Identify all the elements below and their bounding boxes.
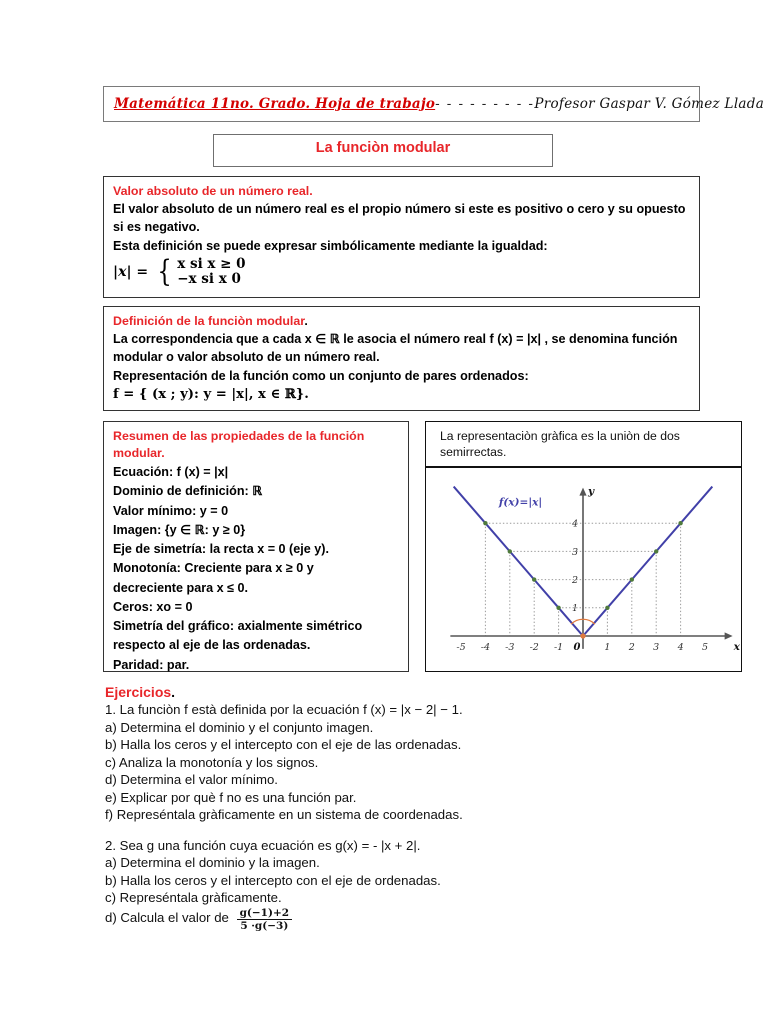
- definition-heading-dot: .: [304, 314, 308, 328]
- definition-heading-text: Definición de la funciòn modular: [113, 314, 305, 328]
- title-box: [213, 134, 553, 167]
- svg-text:1: 1: [604, 642, 611, 653]
- absolute-value-line-1: El valor absoluto de un número real es el propio número si este es positivo o cero y su opuesto: [113, 202, 686, 217]
- svg-text:0: 0: [573, 642, 581, 653]
- svg-text:2: 2: [571, 575, 578, 586]
- svg-text:-4: -4: [480, 642, 491, 653]
- properties-heading-line-2: modular.: [113, 446, 165, 461]
- exercise-2-statement: 2. Sea g una función cuya ecuación es g(x) = - |x + 2|.: [105, 837, 421, 853]
- definition-set-notation: f = { (x ; y): y = |x|, x ∈ ℝ}.: [113, 386, 309, 402]
- absolute-value-heading: Valor absoluto de un número real.: [113, 184, 313, 198]
- exercise-2c: c) Represéntala gràficamente.: [105, 890, 282, 906]
- exercises-heading: [105, 684, 705, 700]
- svg-text:-1: -1: [553, 642, 564, 653]
- property-symmetry-axis: Eje de simetría: la recta x = 0 (eje y).: [113, 542, 329, 557]
- property-image: Imagen: {y ∈ ℝ: y ≥ 0}: [113, 522, 246, 537]
- properties-heading-line-1: Resumen de las propiedades de la función: [113, 429, 365, 443]
- property-zeros: Ceros: xo = 0: [113, 599, 193, 614]
- fraction-numerator: g(−1)+2: [239, 907, 290, 920]
- exercise-2d: [105, 907, 705, 933]
- definition-line-1: La correspondencia que a cada x ∈ ℝ le asocia el número real f (x) = |x| , se denomina función: [113, 332, 678, 347]
- property-minimum-value: Valor mínimo: y = 0: [113, 503, 229, 518]
- subject-title: Matemática 11no. Grado. Hoja de trabajo: [114, 96, 436, 112]
- left-brace-icon: {: [157, 253, 172, 289]
- exercises-section: [105, 684, 705, 933]
- definition-line-3: Representación de la función como un conjunto de pares ordenados:: [113, 368, 529, 383]
- piecewise-case-1: x si x ≥ 0: [177, 255, 246, 272]
- definition-heading: [113, 313, 690, 330]
- header-line: [114, 96, 764, 112]
- svg-text:5: 5: [701, 642, 709, 653]
- exercise-1b: b) Halla los ceros y el intercepto con el eje de las ordenadas.: [105, 737, 462, 753]
- exercise-2a: a) Determina el dominio y la imagen.: [105, 855, 320, 871]
- page-title: La funciòn modular: [315, 140, 451, 156]
- svg-text:-2: -2: [529, 642, 539, 653]
- exercise-1-statement: 1. La funciòn f està definida por la ecuación f (x) = |x − 2| − 1.: [105, 702, 463, 717]
- svg-text:3: 3: [571, 546, 578, 558]
- absolute-value-chart: [426, 468, 740, 670]
- header-dashes: - - - - - - - - -: [435, 96, 535, 112]
- property-parity: Paridad: par.: [113, 657, 190, 672]
- properties-list: [113, 463, 399, 674]
- exercise-2b: b) Halla los ceros y el intercepto con el eje de ordenadas.: [105, 872, 441, 888]
- svg-text:4: 4: [571, 518, 578, 530]
- svg-text:-5: -5: [456, 642, 466, 653]
- exercise-2d-text: d) Calcula el valor de: [105, 909, 229, 925]
- property-graph-symmetry-1: Simetría del gráfico: axialmente simétrico: [113, 619, 363, 634]
- exercises-heading-dot: .: [171, 684, 176, 700]
- exercise-1a: a) Determina el dominio y el conjunto imagen.: [105, 719, 374, 735]
- exercise-1e: e) Explicar por què f no es una función par.: [105, 789, 357, 805]
- property-monotonicity-1: Monotonía: Creciente para x ≥ 0 y: [113, 561, 314, 576]
- svg-text:-3: -3: [505, 642, 515, 653]
- exercises-heading-text: Ejercicios: [105, 684, 172, 700]
- absolute-value-line-2: si es negativo.: [113, 220, 200, 235]
- exercise-1c: c) Analiza la monotonía y los signos.: [105, 754, 319, 770]
- definition-line-2: modular o valor absoluto de un número real.: [113, 350, 380, 365]
- definition-box: [103, 306, 700, 411]
- property-monotonicity-2: decreciente para x ≤ 0.: [113, 580, 249, 595]
- absolute-value-box: [103, 176, 700, 298]
- graph-caption-line-1: La representaciòn gràfica es la uniòn de dos: [440, 429, 680, 443]
- graph-area: [426, 468, 741, 671]
- teacher-name: Profesor Gaspar V. Gómez Llada: [534, 96, 765, 112]
- piecewise-formula: [113, 253, 246, 289]
- svg-text:2: 2: [628, 642, 635, 653]
- property-graph-symmetry-2: respecto al eje de las ordenadas.: [113, 638, 311, 653]
- header-box: [103, 86, 765, 122]
- exercise-1d: d) Determina el valor mínimo.: [105, 772, 278, 788]
- graph-panel: [425, 421, 742, 672]
- piecewise-lhs: |x| =: [113, 263, 149, 280]
- piecewise-case-2: −x si x 0: [177, 270, 241, 287]
- svg-text:1: 1: [571, 603, 578, 615]
- property-domain: Dominio de definición: ℝ: [113, 484, 263, 499]
- fraction-denominator: 5 ·g(−3): [237, 919, 293, 932]
- svg-text:f(x)=|x|: f(x)=|x|: [498, 496, 543, 509]
- properties-box: [103, 421, 409, 672]
- exercises-spacer: [105, 824, 705, 837]
- graph-caption-line-2: semirrectas.: [440, 445, 507, 460]
- svg-text:4: 4: [677, 642, 684, 653]
- exercise-1f: f) Represéntala gràficamente en un sistema de coordenadas.: [105, 807, 463, 823]
- property-equation: Ecuación: f (x) = |x|: [113, 465, 229, 480]
- graph-caption: [426, 422, 741, 468]
- svg-text:3: 3: [653, 642, 660, 653]
- absolute-value-line-3: Esta definición se puede expresar simbólicamente mediante la igualdad:: [113, 238, 548, 253]
- svg-text:y: y: [588, 485, 595, 498]
- svg-text:x: x: [733, 641, 740, 653]
- exercise-2d-fraction: [237, 907, 293, 933]
